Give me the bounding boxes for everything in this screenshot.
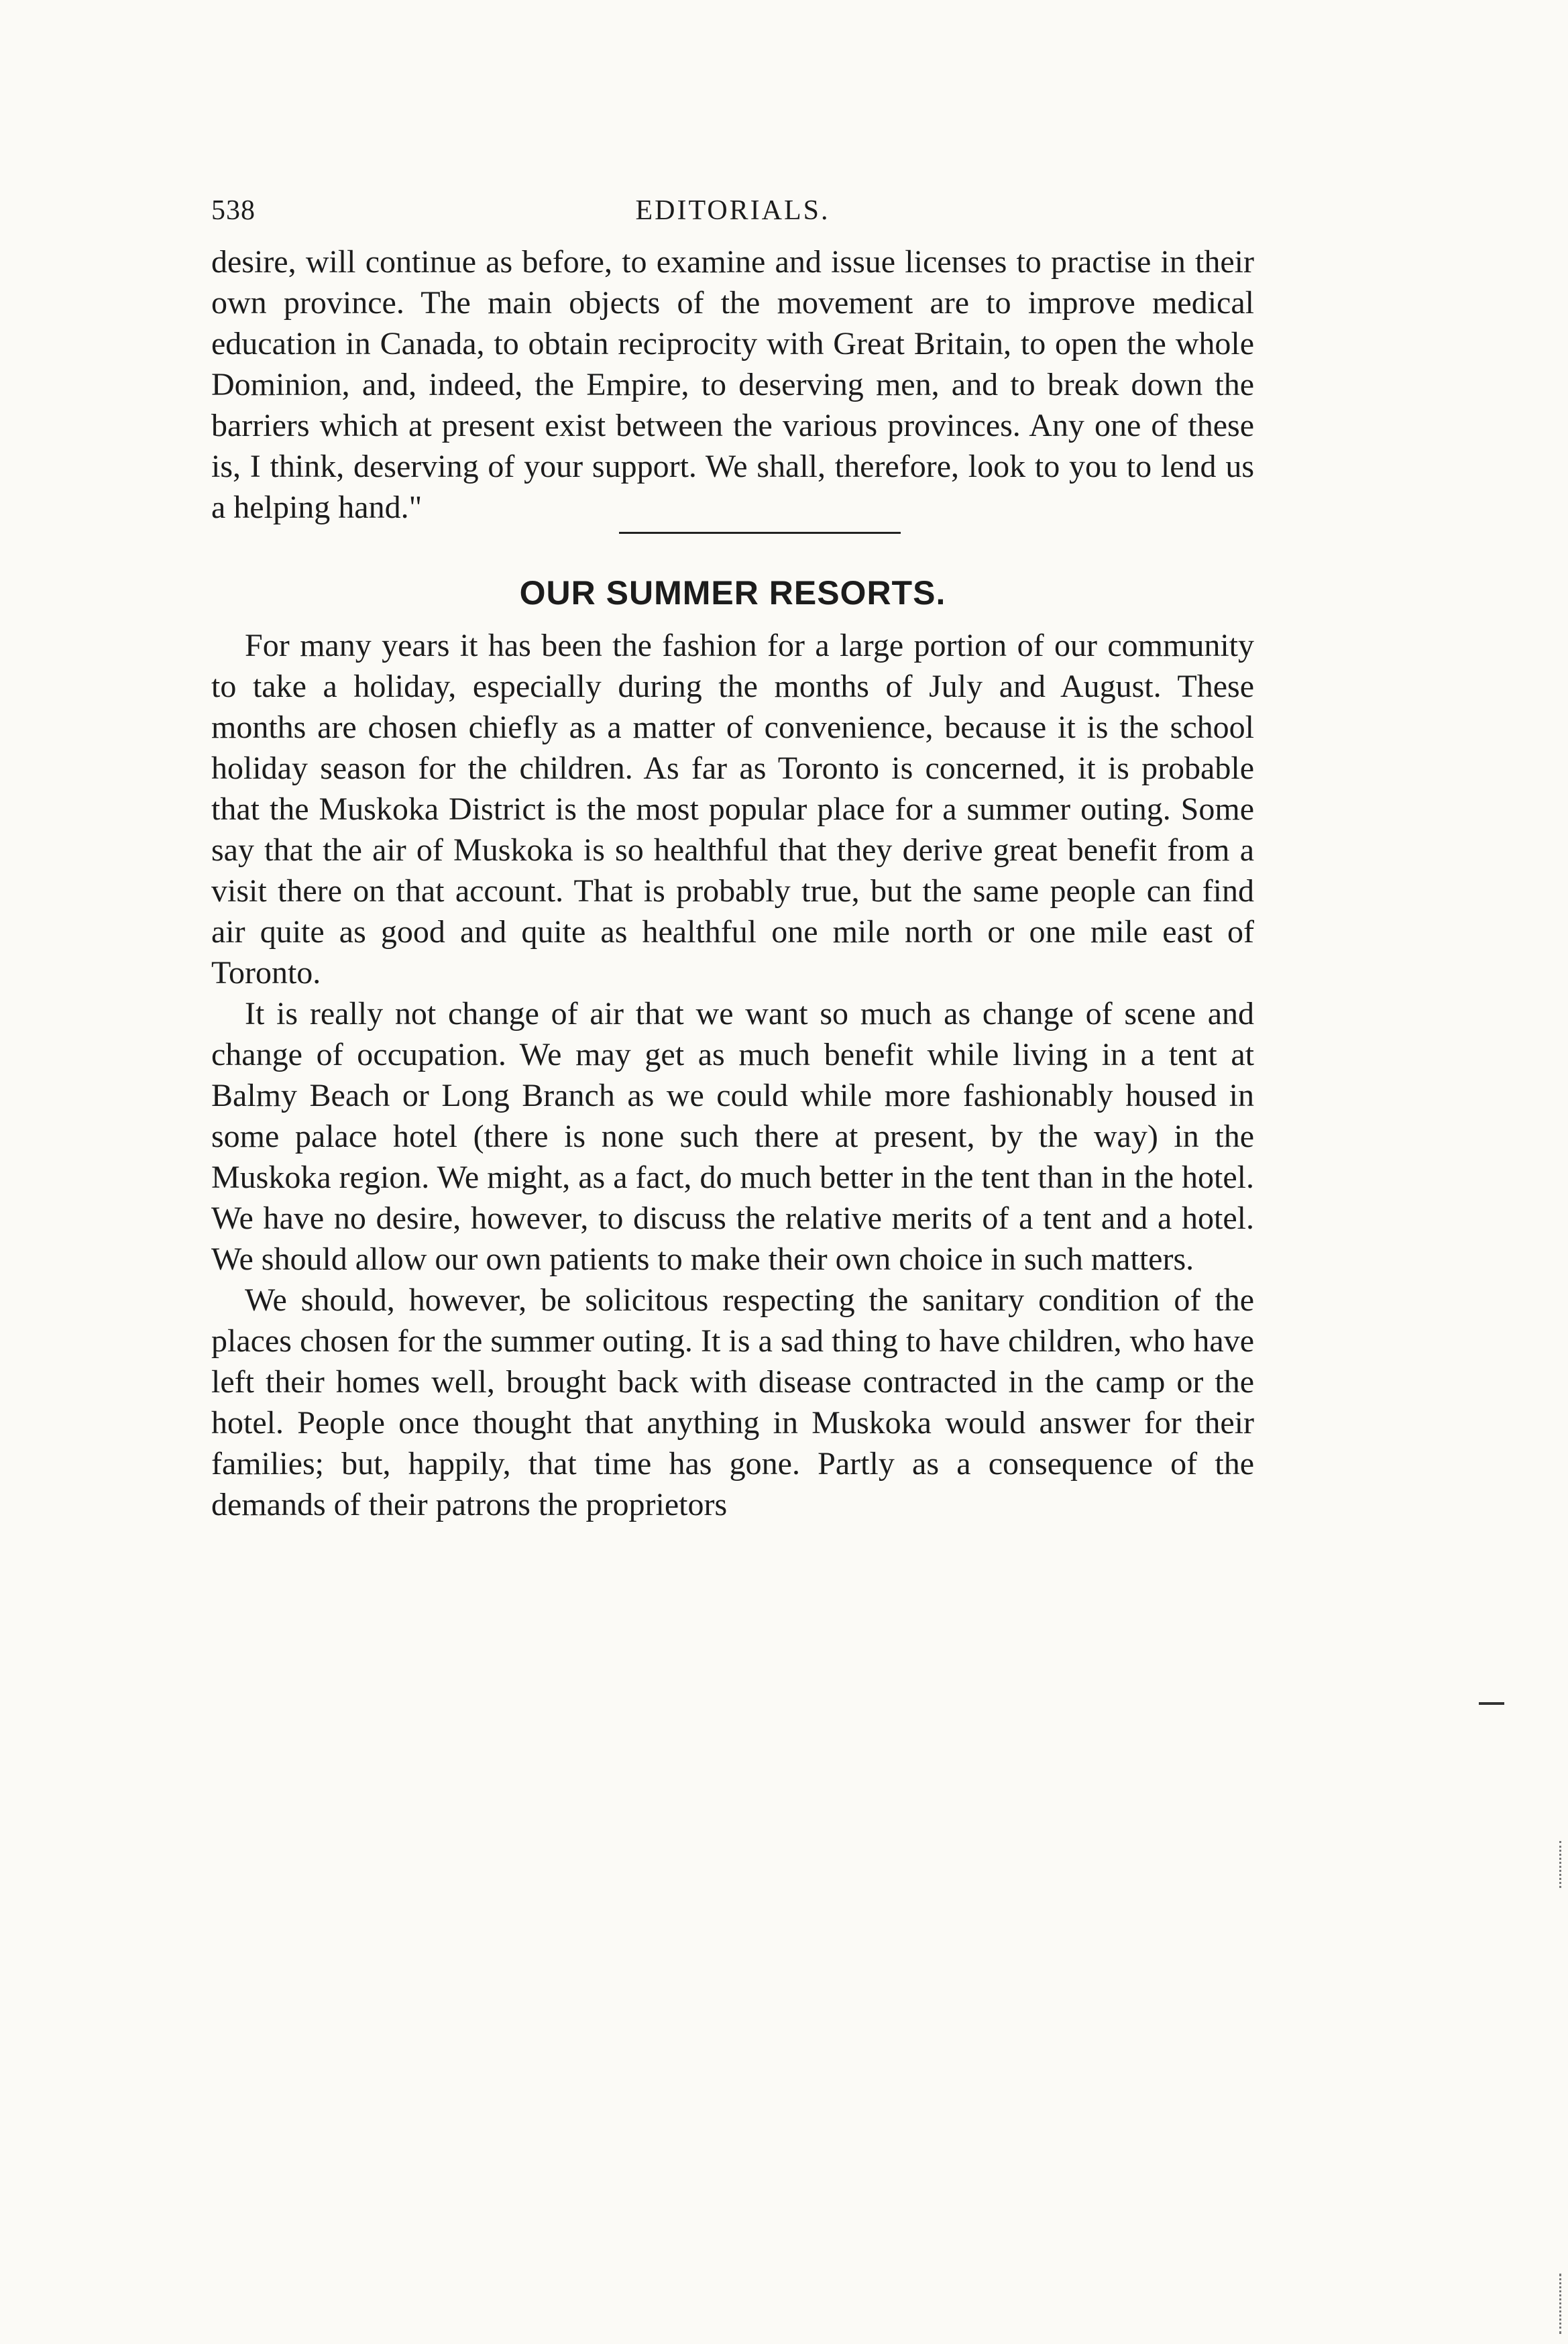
margin-dots <box>1559 2274 1564 2334</box>
body-paragraph: For many years it has been the fashion for a large portion of our community to take a holiday, especially during the months of July and August. These months are chosen chiefly as a matter of convenience, because it is the school holiday season for the children. As far as Toronto is concerned, it is probable that the Muskoka District is the most popular place for a summer outing. Some say that the air of Muskoka is so healthful that they derive great benefit from a visit there on that account. That is probably true, but the same people can find air quite as good and quite as healthful one mile north or one mile east of Toronto. <box>211 628 1254 991</box>
continued-paragraph: desire, will continue as before, to examine and issue licenses to practise in their own province. The main objects of the movement are to improve medical education in Canada, to obtain reciprocity with Great Britain, to open the whole Dominion, and, indeed, the Empire, to deserving men, and to break down the barriers which at present exist between the various provinces. Any one of these is, I think, deserving of your support. We shall, therefore, look to you to lend us a helping hand." <box>211 244 1254 525</box>
section-title: OUR SUMMER RESORTS. <box>519 574 946 612</box>
running-head: EDITORIALS. <box>635 195 830 226</box>
section-divider <box>619 532 901 534</box>
margin-mark <box>1479 1702 1504 1705</box>
body-paragraph: It is really not change of air that we want so much as change of scene and change of occupation. We may get as much benefit while living in a tent at Balmy Beach or Long Branch as we could while more fashionably housed in some palace hotel (there is none such there at present, by the way) in the Muskoka region. We might, as a fact, do much better in the tent than in the hotel. We have no desire, however, to discuss the relative merits of a tent and a hotel. We should allow our own patients to make their own choice in such matters. <box>211 996 1254 1277</box>
margin-dots <box>1559 1841 1564 1888</box>
body-paragraph: We should, however, be solicitous respecting the sanitary condition of the places chosen for the summer outing. It is a sad thing to have children, who have left their homes well, brought back with disease contracted in the camp or the hotel. People once thought that anything in Muskoka would answer for their families; but, happily, that time has gone. Partly as a consequence of the demands of their patrons the proprietors <box>211 1282 1254 1522</box>
document-page <box>211 194 1254 1525</box>
page-number: 538 <box>211 195 256 226</box>
page-header <box>211 194 1254 241</box>
